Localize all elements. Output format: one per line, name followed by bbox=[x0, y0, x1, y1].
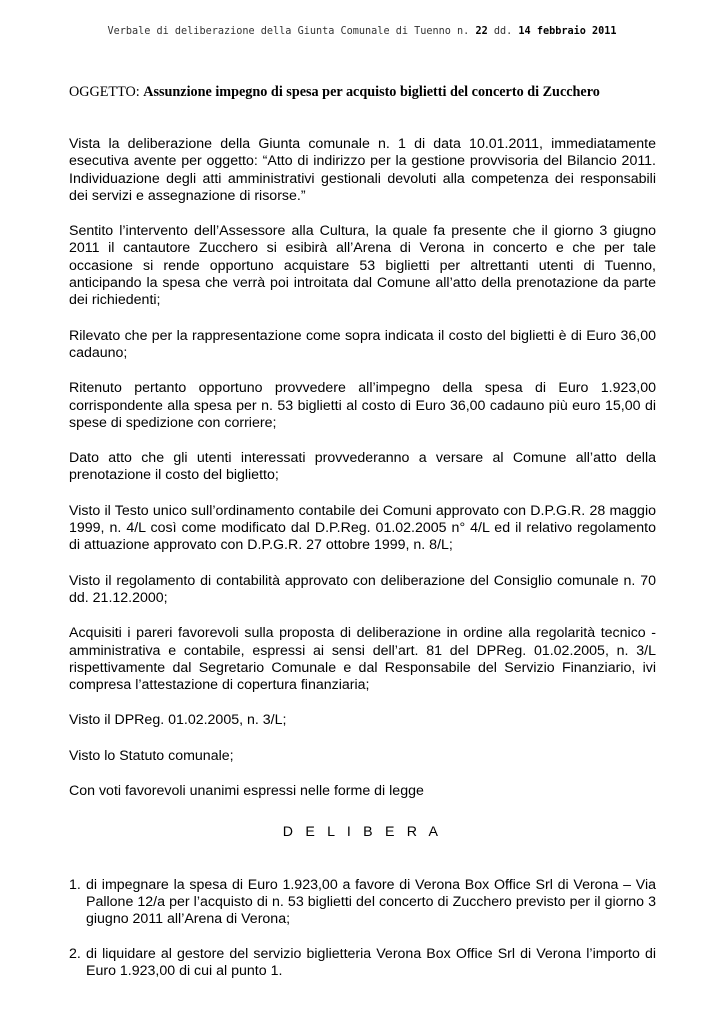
list-item bbox=[69, 877, 656, 929]
list-item bbox=[69, 946, 656, 981]
header-number: 22 bbox=[475, 26, 488, 37]
list-item-text: di liquidare al gestore del servizio biglietteria Verona Box Office Srl di Verona l’importo di Euro 1.923,00 di cui al punto 1. bbox=[86, 945, 656, 979]
header-prefix: Verbale di deliberazione della Giunta Comunale di Tuenno n. bbox=[107, 26, 470, 37]
header-dd: dd. bbox=[493, 26, 513, 37]
paragraph-visto-testo-unico: Visto il Testo unico sull’ordinamento contabile dei Comuni approvato con D.P.G.R. 28 maggio 1999, n. 4/L così come modificato dal D.P.Reg. 01.02.2005 n° 4/L ed il relativo regolamento di attuazione approvato con D.P.G.R. 27 ottobre 1999, n. 8/L; bbox=[69, 502, 656, 554]
subject-line bbox=[69, 84, 669, 101]
paragraph-ritenuto: Ritenuto pertanto opportuno provvedere all’impegno della spesa di Euro 1.923,00 corrispondente alla spesa per n. 53 biglietti al costo di Euro 36,00 cadauno più euro 15,00 di spese di spedizione con corriere; bbox=[69, 380, 656, 431]
delibera-heading: D E L I B E R A bbox=[282, 824, 443, 841]
page-header bbox=[0, 26, 724, 37]
paragraph-dato-atto: Dato atto che gli utenti interessati provvederanno a versare al Comune all’atto della prenotazione il costo del biglietto; bbox=[69, 450, 656, 484]
header-date: 14 febbraio 2011 bbox=[518, 26, 617, 37]
paragraph-rilevato: Rilevato che per la rappresentazione come sopra indicata il costo del biglietti è di Euro 36,00 cadauno; bbox=[69, 327, 656, 361]
paragraph-visto-regolamento: Visto il regolamento di contabilità approvato con deliberazione del Consiglio comunale n. 70 dd. 21.12.2000; bbox=[69, 572, 656, 606]
paragraph-sentito: Sentito l’intervento dell’Assessore alla Cultura, la quale fa presente che il giorno 3 giugno 2011 il cantautore Zucchero si esibirà all’Arena di Verona in concerto e che per tale occasione si rende opportuno acquistare 53 biglietti per altrettanti utenti di Tuenno, anticipando la spesa che verrà poi introitata dal Comune all’atto della prenotazione da parte dei richiedenti; bbox=[69, 223, 656, 309]
list-item-number: 2. bbox=[69, 945, 81, 962]
paragraph-visto-dpreg: Visto il DPReg. 01.02.2005, n. 3/L; bbox=[69, 712, 287, 729]
paragraph-vista-deliberazione: Vista la deliberazione della Giunta comunale n. 1 di data 10.01.2011, immediatamente esecutiva avente per oggetto: “Atto di indirizzo per la gestione provvisoria del Bilancio 2011. Individuazione degli atti amministrativi gestionali devoluti alla competenza dei responsabili dei servizi e assegnazione di risorse.” bbox=[69, 136, 656, 204]
subject-text: Assunzione impegno di spesa per acquisto biglietti del concerto di Zucchero bbox=[143, 84, 600, 100]
paragraph-visto-statuto: Visto lo Statuto comunale; bbox=[69, 747, 234, 764]
paragraph-acquisiti-pareri: Acquisiti i pareri favorevoli sulla proposta di deliberazione in ordine alla regolarità tecnico - amministrativa e contabile, espressi ai sensi dell’art. 81 del DPReg. 01.02.2005, n. 3/L rispettivamente dal Segretario Comunale e dal Responsabile del Servizio Finanziario, ivi compresa l’attestazione di copertura finanziaria; bbox=[69, 625, 656, 694]
subject-label: OGGETTO: bbox=[69, 84, 140, 100]
list-item-text: di impegnare la spesa di Euro 1.923,00 a favore di Verona Box Office Srl di Verona – Via Pallone 12/a per l’acquisto di n. 53 biglietti del concerto di Zucchero previsto per il giorno 3 giugno 2011 all’Arena di Verona; bbox=[86, 876, 656, 928]
document-body bbox=[69, 136, 656, 997]
paragraph-con-voti: Con voti favorevoli unanimi espressi nelle forme di legge bbox=[69, 783, 424, 800]
list-item-number: 1. bbox=[69, 876, 81, 893]
